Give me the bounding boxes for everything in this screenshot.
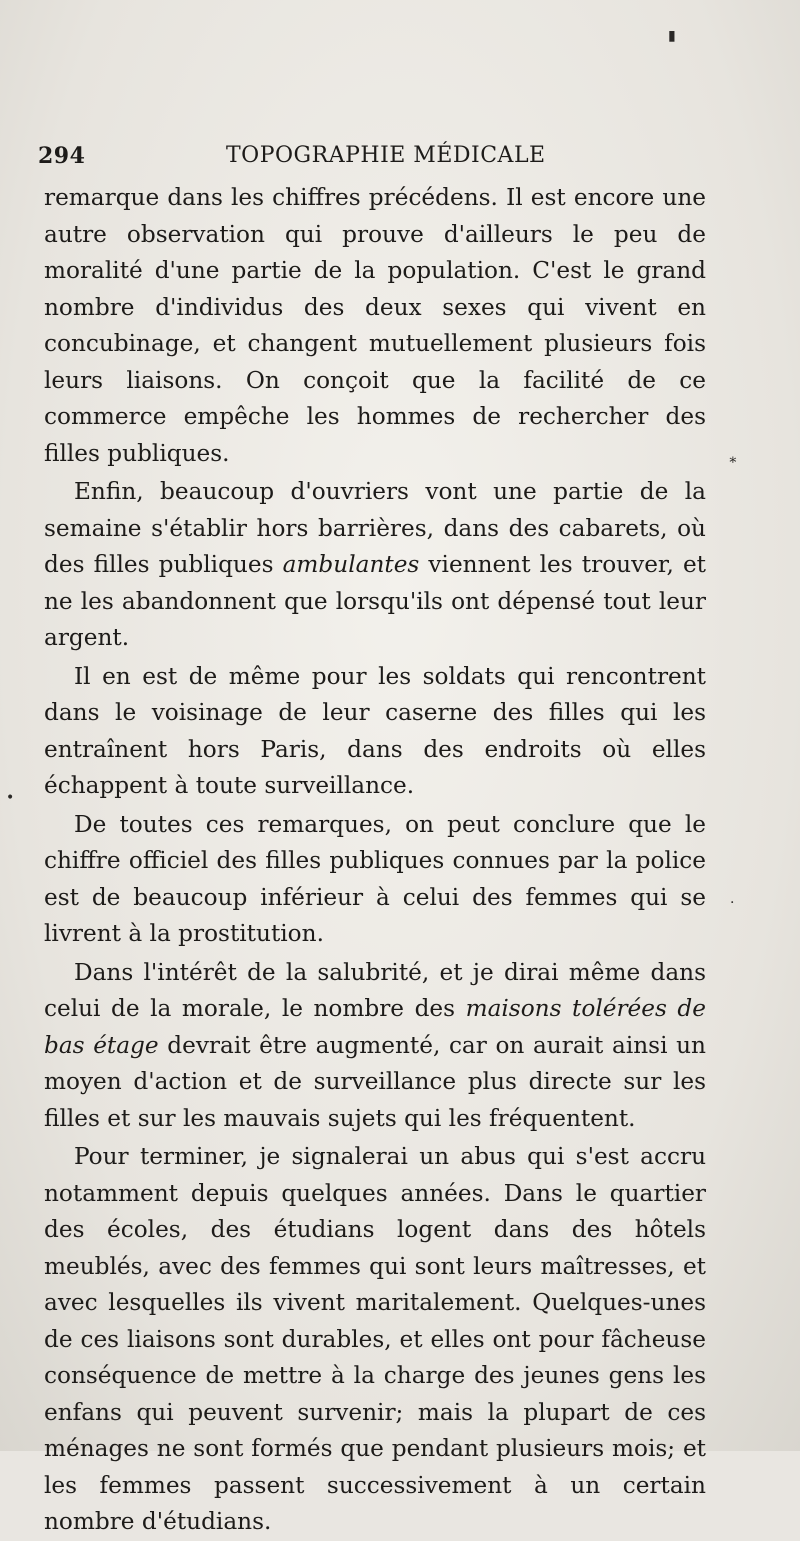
paragraph-6: Pour terminer, je signalerai un abus qui s'est accru notamment depuis quelques années. Dans le quartier des écoles, des étudians logent dans des hôtels meublés, avec des femmes qui sont leurs maîtresses, et avec lesquelles ils vivent maritalement. Quelques-unes de ces liaisons sont durables, et elles ont pour fâcheuse conséquence de mettre à la charge des jeunes gens les enfans qui peuvent survenir; mais la plupart de ces ménages ne sont formés que pendant plusieurs mois; et les femmes passent successivement à un certain nombre d'étudians. bbox=[44, 1143, 706, 1535]
paragraph-2-text-b: viennent les trouver, et ne les abandonnent que lorsqu'ils ont dépensé tout leur argent. bbox=[44, 551, 706, 651]
paragraph-3: Il en est de même pour les soldats qui rencontrent dans le voisinage de leur caserne des filles qui les entraînent hors Paris, dans des endroits où elles échappent à toute surveillance. bbox=[44, 662, 706, 799]
ink-speck: ∗ bbox=[728, 452, 738, 468]
paragraph-5-text-a: Dans l'intérêt de la salubrité, et je dirai même dans celui de la morale, le nombre des bbox=[44, 958, 706, 1022]
paragraph-4: De toutes ces remarques, on peut conclure que le chiffre officiel des filles publiques connues par la police est de beaucoup inférieur à celui des femmes qui se livrent à la prostitution. bbox=[44, 810, 706, 947]
page-header bbox=[38, 143, 558, 175]
body-text bbox=[44, 180, 706, 1541]
running-title: TOPOGRAPHIE MÉDICALE bbox=[226, 143, 546, 168]
page-number: 294 bbox=[38, 143, 86, 169]
ink-speck: · bbox=[730, 895, 735, 911]
ink-speck: • bbox=[6, 790, 15, 806]
paragraph-5 bbox=[44, 955, 706, 1138]
paragraph-1: remarque dans les chiffres précédens. Il est encore une autre observation qui prouve d'ailleurs le peu de moralité d'une partie de la population. C'est le grand nombre d'individus des deux sexes qui vivent en concubinage, et changent mutuellement plusieurs fois leurs liaisons. On conçoit que la facilité de ce commerce empêche les hommes de rechercher des filles publiques. bbox=[44, 184, 706, 467]
paragraph-2-italic: ambulantes bbox=[282, 551, 420, 578]
ink-speck: ▮ bbox=[668, 28, 676, 44]
paragraph-5-italic: maisons tolérées de bas étage bbox=[44, 995, 706, 1059]
paragraph-5-text-b: devrait être augmenté, car on aurait ainsi un moyen d'action et de surveillance plus directe sur les filles et sur les mauvais sujets qui les fréquentent. bbox=[44, 1031, 706, 1132]
paragraph-2-text-a: Enfin, beaucoup d'ouvriers vont une partie de la semaine s'établir hors barrières, dans des cabarets, où des filles publiques bbox=[44, 478, 706, 578]
paragraph-2 bbox=[44, 474, 706, 657]
